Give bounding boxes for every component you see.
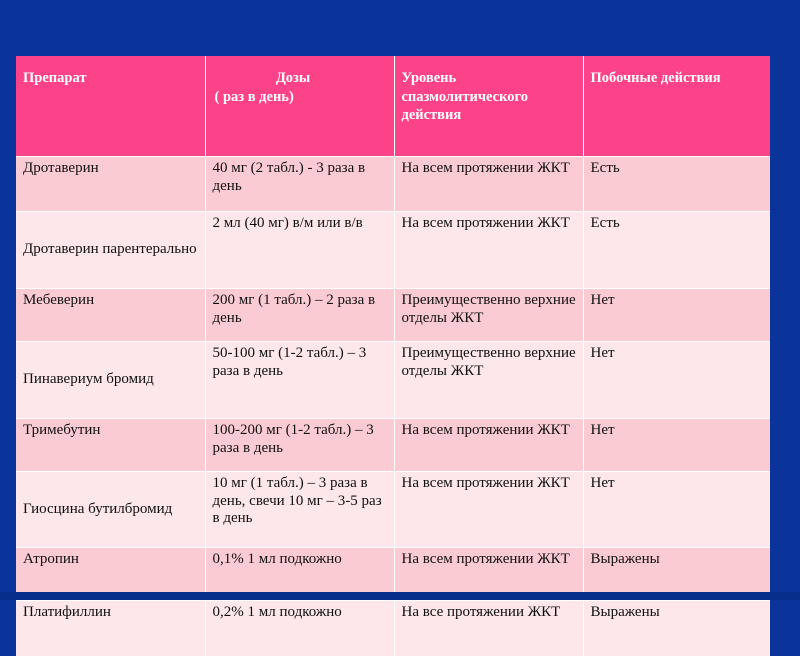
cell-drug-name: Дротаверин парентерально xyxy=(16,212,205,289)
table-body xyxy=(16,157,770,656)
drug-table-container xyxy=(16,56,770,570)
cell-side-effects: Есть xyxy=(583,157,770,212)
cell-dose: 0,2% 1 мл подкожно xyxy=(205,601,394,656)
cell-dose: 10 мг (1 табл.) – 3 раза в день, свечи 10 мг – 3-5 раз в день xyxy=(205,472,394,548)
cell-drug-name: Атропин xyxy=(16,548,205,601)
column-header-dose xyxy=(205,56,394,157)
cell-drug-name: Дротаверин xyxy=(16,157,205,212)
cell-level: На всем протяжении ЖКТ xyxy=(394,472,583,548)
cell-dose: 2 мл (40 мг) в/м или в/в xyxy=(205,212,394,289)
table-row xyxy=(16,601,770,656)
cell-dose: 100-200 мг (1-2 табл.) – 3 раза в день xyxy=(205,419,394,472)
column-header-side-effects xyxy=(583,56,770,157)
table-header xyxy=(16,56,770,157)
column-header-level-sublabel: спазмолитического действия xyxy=(402,88,577,125)
cell-drug-name: Тримебутин xyxy=(16,419,205,472)
cell-dose: 50-100 мг (1-2 табл.) – 3 раза в день xyxy=(205,342,394,419)
cell-level: На всем протяжении ЖКТ xyxy=(394,548,583,601)
cell-level: Преимущественно верхние отделы ЖКТ xyxy=(394,342,583,419)
table-row xyxy=(16,419,770,472)
cell-level: На всем протяжении ЖКТ xyxy=(394,157,583,212)
table-row xyxy=(16,157,770,212)
column-header-level xyxy=(394,56,583,157)
table-row xyxy=(16,212,770,289)
cell-side-effects: Есть xyxy=(583,212,770,289)
cell-side-effects: Нет xyxy=(583,419,770,472)
header-row xyxy=(16,56,770,157)
cell-drug-name: Пинавериум бромид xyxy=(16,342,205,419)
cell-drug-name: Платифиллин xyxy=(16,601,205,656)
spasmolytics-table xyxy=(16,56,770,656)
cell-side-effects: Выражены xyxy=(583,601,770,656)
cell-side-effects: Нет xyxy=(583,289,770,342)
column-header-dose-sublabel: ( раз в день) xyxy=(213,88,388,107)
cell-dose: 40 мг (2 табл.) - 3 раза в день xyxy=(205,157,394,212)
cell-level: На все протяжении ЖКТ xyxy=(394,601,583,656)
cell-dose: 200 мг (1 табл.) – 2 раза в день xyxy=(205,289,394,342)
column-header-dose-label: Дозы xyxy=(213,69,388,88)
cell-drug-name: Гиосцина бутилбромид xyxy=(16,472,205,548)
cell-level: Преимущественно верхние отделы ЖКТ xyxy=(394,289,583,342)
cell-side-effects: Нет xyxy=(583,342,770,419)
column-header-side-effects-label: Побочные действия xyxy=(591,69,765,88)
column-header-drug xyxy=(16,56,205,157)
cell-drug-name: Мебеверин xyxy=(16,289,205,342)
cell-level: На всем протяжении ЖКТ xyxy=(394,419,583,472)
table-row xyxy=(16,342,770,419)
cell-side-effects: Выражены xyxy=(583,548,770,601)
table-row xyxy=(16,289,770,342)
cell-side-effects: Нет xyxy=(583,472,770,548)
table-row xyxy=(16,472,770,548)
column-header-level-label: Уровень xyxy=(402,69,577,88)
bottom-accent-band xyxy=(0,592,800,600)
cell-dose: 0,1% 1 мл подкожно xyxy=(205,548,394,601)
column-header-drug-label: Препарат xyxy=(23,69,199,88)
cell-level: На всем протяжении ЖКТ xyxy=(394,212,583,289)
